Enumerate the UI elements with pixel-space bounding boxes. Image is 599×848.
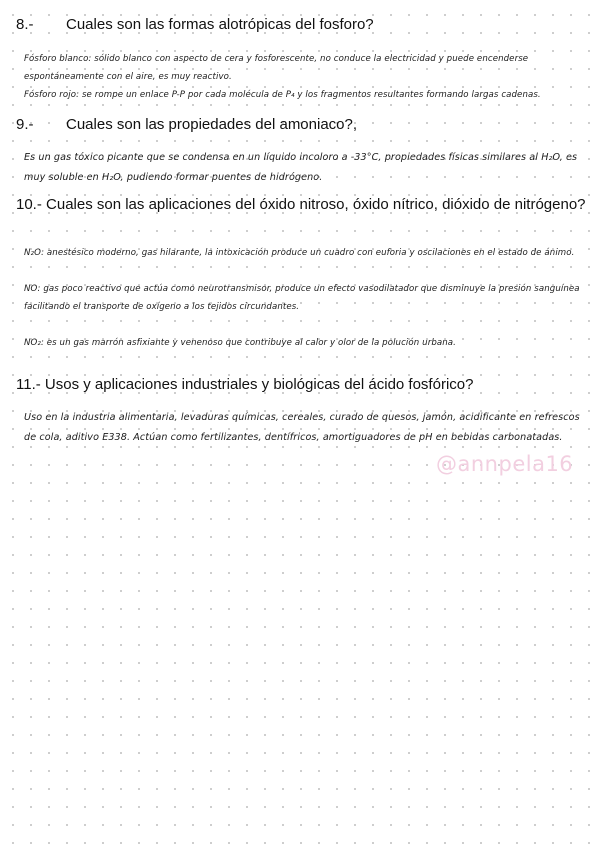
question-11-heading [16, 376, 473, 393]
answer-ammonia-properties: Es un gas tóxico picante que se condensa en un líquido incoloro a -33°C, propiedades físicas similares al H₂O, es muy soluble en H₂O, pudiendo formar puentes de hidrógeno. [24, 152, 578, 183]
question-8-heading [16, 16, 374, 33]
answer-n2o: N₂O: anestésico moderno, gas hilarante, la intoxicación produce un cuadro con euforia y oscilaciones en el estado de ánimo. [24, 248, 575, 258]
question-9-title: Cuales son las propiedades del amoniaco?, [66, 116, 358, 133]
question-8-title: Cuales son las formas alotrópicas del fosforo? [66, 16, 374, 33]
watermark: @annpela16 [436, 452, 574, 476]
question-9-heading [16, 116, 357, 133]
answer-no2: NO₂: es un gas marrón asfixiante y venenoso que contribuye al calor y olor de la polución urbana. [24, 338, 457, 348]
answer-white-phosphorus: Fósforo blanco: sólido blanco con aspecto de cera y fosforescente, no conduce la electricidad y puede encenderse espontáneamente con el aire, es muy reactivo. [24, 54, 529, 82]
question-10-heading [16, 196, 586, 213]
question-10-title: 10.- Cuales son las aplicaciones del óxido nitroso, óxido nítrico, dióxido de nitrógeno? [16, 196, 586, 213]
question-10-answer [24, 244, 580, 352]
question-8-number: 8.- [16, 16, 34, 33]
question-11-title: 11.- Usos y aplicaciones industriales y biológicas del ácido fosfórico? [16, 376, 474, 393]
answer-no: NO: gas poco reactivo que actúa como neurotransmisor, produce un efecto vasodilatador que disminuye la presión sanguínea facilitando el transporte de oxígeno a los tejidos circundantes. [24, 284, 580, 312]
question-11-answer [24, 408, 580, 448]
answer-red-phosphorus: Fósforo rojo: se rompe un enlace P-P por cada molécula de P₄ y los fragmentos resultantes formando largas cadenas. [24, 90, 541, 100]
question-9-answer [24, 148, 580, 188]
question-8-answer [24, 50, 580, 104]
answer-phosphoric-acid-uses: Uso en la industria alimentaria, levaduras químicas, cereales, curado de quesos, jamón, acidificante en refrescos de cola, aditivo E338. Actúan como fertilizantes, dentífricos, amortiguadores de pH en bebidas carbonatadas. [24, 412, 580, 443]
question-9-number: 9.- [16, 116, 34, 133]
